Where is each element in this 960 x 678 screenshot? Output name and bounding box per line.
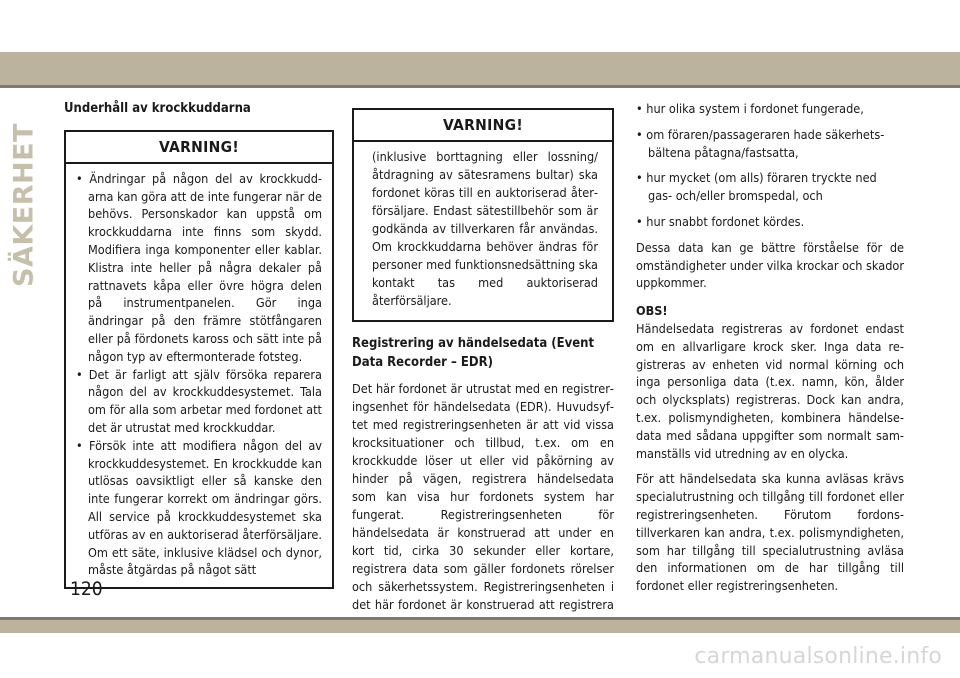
page-number: 120 [70,578,103,600]
warning-text: (inklusive borttagning eller lossning/ åtdragning av sätesramens bultar) ska fordonet köras till en auktoriserad återförsäljare. Endast sätestillbehör som är godkända av tillverkaren får användas. Om krockkuddarna behöver ändras för personer med funktionsnedsättning ska kontakt tas med auktoriserad återförsäljare. [372,148,598,308]
list-item: • hur mycket (om alls) föraren tryckte ned gas- och/eller bromspedal, och [636,170,877,204]
list-item: • hur snabbt fordonet kördes. [636,213,805,229]
section-side-title: SÄKERHET [8,123,40,287]
header-rule [0,85,960,88]
section-heading-edr: Registrering av händelsedata (Event Data Recorder – EDR) [352,335,595,370]
warning-bullet: • Det är farligt att själv försöka reparera någon del av krockkuddesystemet. Tala om för alla som arbetar med fordonet att det är utrustat med krockkuddar. [76,366,322,435]
warning-box [64,130,334,589]
list-item: • om föraren/passageraren hade säkerhetsbältena påtagna/fastsatta, [636,126,885,160]
column-right [636,100,904,603]
warning-title: VARNING! [354,110,612,142]
watermark: carmanualsonline.info [694,644,942,669]
note-label: OBS! [636,303,668,319]
footer-band [0,620,960,633]
warning-body [354,142,612,320]
paragraph: Dessa data kan ge bättre förståelse för de omständigheter under vilka krockar och skador uppkommer. [636,239,904,291]
warning-bullet: • Försök inte att modifiera någon del av krockkuddesystemet. En krockkudde kan utlösas oavsiktligt eller så kanske den inte fungerar korrekt om ändringar görs. All service på krockkuddesystemet ska utföras av en auktoriserad återförsäljare. Om ett säte, inklusive klädsel och dynor, måste åtgärdas på något sätt [76,437,322,578]
edr-paragraph: Det här fordonet är utrustat med en registreringsenhet för händelsedata (EDR). Huvudsyftet med registreringsenheten är att vid vissa krocksituationer och tillbud, t.ex. om en krockkudde löser ut eller vid påkörning av hinder på vägen, registrera händelsedata som kan visa hur fordonets system har fungerat. Registreringsenheten för händelsedata är konstruerad att under en kort tid, cirka 30 sekunder eller kortare, registrera data som gäller fordonets rörelser och säkerhetssystem. Registreringsenheten i det här fordonet är konstruerad att registrera [352,380,614,612]
warning-body [66,164,332,587]
warning-bullet: • Ändringar på någon del av krockkuddarna kan göra att de inte fungerar när de behövs. Personskador kan uppstå om krockkuddarna inte finns som skydd. Modifiera inga komponenter eller kablar. Klistra inte heller på några dekaler på rattnavets kåpa eller övre högra delen på instrumentpanelen. Gör inga ändringar på den främre stötfångaren eller på fördonets kaross och sätt inte på någon typ av eftermonterade fotsteg. [76,170,322,364]
section-heading-airbag-maintenance: Underhåll av krockkuddarna [64,101,251,116]
paragraph: För att händelsedata ska kunna avläsas krävs specialutrustning och tillgång till fordonet eller registreringsenheten. Förutom fordonstillverkaren kan andra, t.ex. polismyndigheten, som har tillgång till specialutrustning avläsa den informationen om de har tillgång till fordonet eller registreringsenheten. [636,471,904,594]
warning-title: VARNING! [66,132,332,164]
column-left [64,100,334,589]
header-band [0,52,960,85]
list-item: • hur olika system i fordonet fungerade, [636,101,864,116]
note-text: Händelsedata registreras av fordonet endast om en allvarligare krock sker. Inga data registreras av enheten vid normal körning och inga personliga data (t.ex. namn, kön, ålder och olycksplats) registreras. Dock kan andra, t.ex. polismyndigheten, kombinera händelsedata med sådana uppgifter som normalt sammanställs vid utredning av en olycka. [636,320,904,461]
warning-box-continued [352,108,614,322]
column-middle [352,108,614,632]
